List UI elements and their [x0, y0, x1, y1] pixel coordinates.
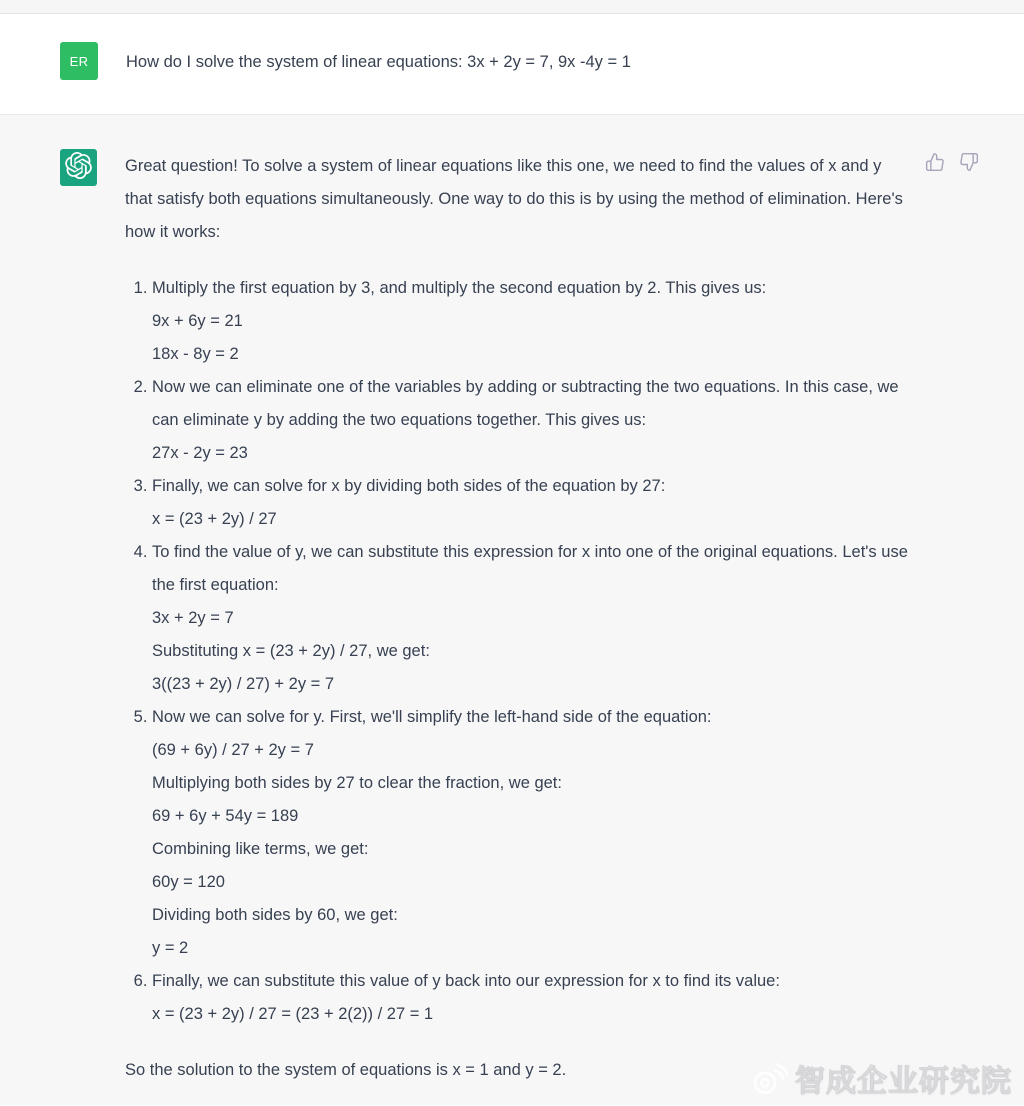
step-text: Dividing both sides by 60, we get: [152, 906, 398, 924]
step-6 [152, 965, 911, 1031]
watermark-text: 智成企业研究院 [795, 1065, 1012, 1098]
step-text: Multiplying both sides by 27 to clear the fraction, we get: [152, 774, 562, 792]
equation-line: 3((23 + 2y) / 27) + 2y = 7 [152, 675, 335, 693]
thumbs-down-icon [959, 152, 980, 172]
equation-line: 18x - 8y = 2 [152, 345, 239, 363]
user-message-row [0, 14, 1024, 114]
equation-line: x = (23 + 2y) / 27 [152, 510, 277, 528]
solution-steps-list [125, 272, 911, 1031]
step-5 [152, 701, 911, 965]
equation-line: x = (23 + 2y) / 27 = (23 + 2(2)) / 27 = 1 [152, 1005, 434, 1023]
step-4 [152, 536, 911, 701]
equation-line: 27x - 2y = 23 [152, 444, 248, 462]
step-3 [152, 470, 911, 536]
feedback-buttons [925, 151, 980, 173]
conclusion-paragraph: So the solution to the system of equations is x = 1 and y = 2. [125, 1061, 567, 1079]
intro-paragraph: Great question! To solve a system of linear equations like this one, we need to find the values of x and y that satisfy both equations simultaneously. One way to do this is by using the method of elimination. Here's how it works: [125, 157, 903, 241]
equation-line: 3x + 2y = 7 [152, 609, 234, 627]
step-text: 4. To find the value of y, we can substitute this expression for x into one of the original equations. Let's use the first equation: [152, 543, 908, 594]
openai-logo-icon [65, 152, 92, 184]
assistant-message-row [0, 114, 1024, 1105]
step-text: 2. Now we can eliminate one of the variables by adding or subtracting the two equations. In this case, we can eliminate y by adding the two equations together. This gives us: [152, 378, 899, 429]
thumbs-down-button[interactable] [959, 151, 980, 173]
step-2 [152, 371, 911, 470]
equation-line: 60y = 120 [152, 873, 225, 891]
step-1 [152, 272, 911, 371]
step-text: Combining like terms, we get: [152, 840, 369, 858]
thumbs-up-button[interactable] [925, 151, 946, 173]
user-message-text: How do I solve the system of linear equations: 3x + 2y = 7, 9x -4y = 1 [126, 53, 631, 71]
equation-line: (69 + 6y) / 27 + 2y = 7 [152, 741, 314, 759]
step-text: 3. Finally, we can solve for x by dividing both sides of the equation by 27: [152, 477, 666, 495]
step-text: Substituting x = (23 + 2y) / 27, we get: [152, 642, 430, 660]
step-text: 1. Multiply the first equation by 3, and multiply the second equation by 2. This gives us: [152, 279, 767, 297]
equation-line: 9x + 6y = 21 [152, 312, 243, 330]
step-text: 5. Now we can solve for y. First, we'll simplify the left-hand side of the equation: [152, 708, 712, 726]
equation-line: 69 + 6y + 54y = 189 [152, 807, 299, 825]
step-text: 6. Finally, we can substitute this value of y back into our expression for x to find its value: [152, 972, 780, 990]
thumbs-up-icon [925, 152, 946, 172]
chatgpt-avatar [60, 149, 97, 186]
assistant-message-content [125, 149, 911, 1105]
previous-section-edge [0, 0, 1024, 14]
user-avatar: ER [60, 42, 98, 80]
equation-line: y = 2 [152, 939, 189, 957]
